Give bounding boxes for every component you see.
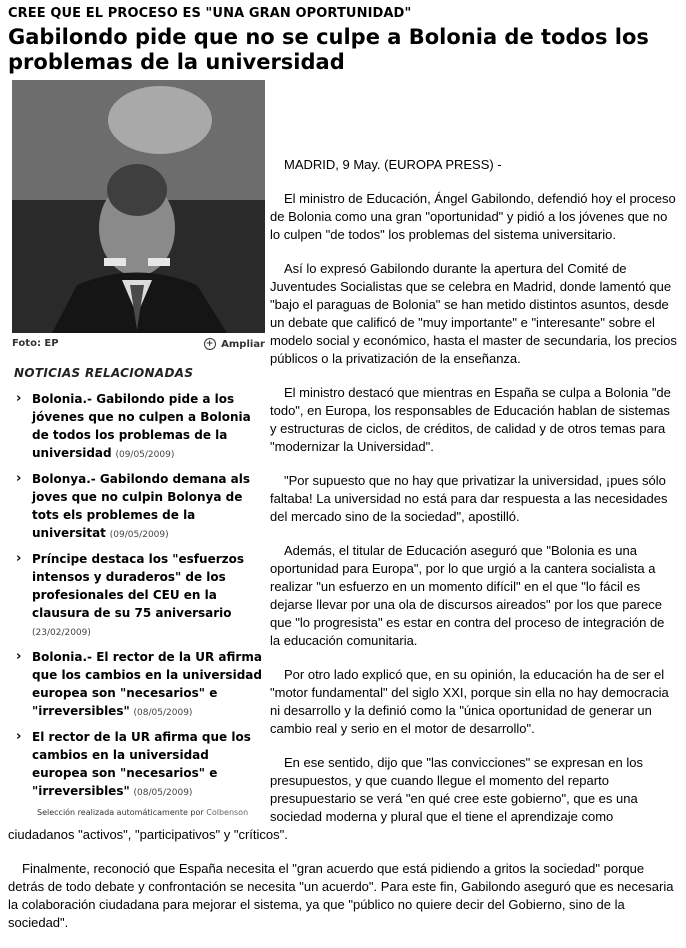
article-dateline: MADRID, 9 May. (EUROPA PRESS) - [284,157,502,172]
article-paragraph: El ministro destacó que mientras en España se culpa a Bolonia "de todo", en Europa, los responsables de Educación hablan de sistemas y estructuras de ciclos, de créditos, de calidad y de otros temas para "modernizar la Universidad". [270,385,671,454]
article-paragraph: Así lo expresó Gabilondo durante la apertura del Comité de Juventudes Socialistas que se celebra en Madrid, donde lamentó que "bajo el paraguas de Bolonia" se han metido distintos asuntos, desde un debate que calificó de "muy importante" e "interesante" sobre el modelo social y económico, hasta el master de secundaria, los precios públicos o la privatización de la enseñanza. [270,261,677,366]
article-headline: Gabilondo pide que no se culpe a Bolonia de todos los problemas de la universidad [8,25,649,74]
selection-note-text: Selección realizada automáticamente por [37,808,204,817]
related-date: (09/05/2009) [115,450,175,460]
photo-credit: Foto: EP [12,338,59,349]
article-body [8,156,678,948]
related-date: (09/05/2009) [109,530,169,540]
selection-brand[interactable]: Colbenson [206,808,249,817]
chevron-right-icon: › [16,551,22,566]
float-spacer [8,156,270,811]
chevron-right-icon: › [16,729,22,744]
related-link[interactable]: Príncipe destaca los "esfuerzos intensos y duraderos" de los profesionales del CEU en la clausura de su 75 aniversario [32,552,244,620]
related-link[interactable]: Bolonya.- Gabilondo demana als joves que no culpin Bolonya de tots els problemes de la universitat [32,472,250,540]
related-link[interactable]: El rector de la UR afirma que los cambios en la universidad europea son "necesarios" e "irreversibles" [32,730,251,798]
article-kicker: CREE QUE EL PROCESO ES "UNA GRAN OPORTUNIDAD" [8,6,412,21]
article-paragraph: Además, el titular de Educación aseguró que "Bolonia es una oportunidad para Europa", por lo que urgió a la cantera socialista a realizar "un esfuerzo en un momento difícil" en el que "lo fácil es dejarse llevar por una ola de discursos aireados" por los que parece que "lo progresista" es estar en contra del proceso de integración de la educación comunitaria. [270,543,665,648]
chevron-right-icon: › [16,649,22,664]
related-link[interactable]: Bolonia.- El rector de la UR afirma que los cambios en la universidad europea son "necesarios" e "irreversibles" [32,650,262,718]
article-paragraph: Finalmente, reconoció que España necesita el "gran acuerdo que está pidiendo a gritos la sociedad" porque detrás de todo debate y confrontación se necesita "un acuerdo". Para este fin, Gabilondo aseguró que es necesaria la colaboración ciudadana para mejorar el sistema, ya que "público no quiere decir del Gobierno, sino de la sociedad". [8,861,674,930]
article-paragraph: Por otro lado explicó que, en su opinión, la educación ha de ser el "motor fundamental" del siglo XXI, porque sin ella no hay democracia ni desarrollo y la definió como la "única oportunidad de generar un cambio real y serio en el motor de desarrollo". [270,667,669,736]
article-paragraph: El ministro de Educación, Ángel Gabilondo, defendió hoy el proceso de Bolonia como una gran "oportunidad" y pidió a los jóvenes que no lo culpen "de todos" los problemas del sistema universitario. [270,191,676,242]
related-date: (08/05/2009) [133,788,193,798]
zoom-plus-icon: + [204,338,216,350]
related-date: (23/02/2009) [32,628,91,638]
related-date: (08/05/2009) [133,708,193,718]
related-title: NOTICIAS RELACIONADAS [14,366,194,380]
related-link[interactable]: Bolonia.- Gabilondo pide a los jóvenes que no culpen a Bolonia de todos los problemas de la universidad [32,392,251,460]
chevron-right-icon: › [16,471,22,486]
zoom-label: Ampliar [221,339,265,350]
article-paragraph: En ese sentido, dijo que "las convicciones" se expresan en los presupuestos, y que cuando llegue el momento del reparto presupuestario se verá "en qué cree este gobierno", que es una sociedad moderna y plural que el tiene el aprendizaje como ciudadanos "activos", "participativos" y "críticos". [8,755,643,842]
chevron-right-icon: › [16,391,22,406]
article-paragraph: "Por supuesto que no hay que privatizar la universidad, ¡pues sólo faltaba! La universidad no está para dar respuesta a las necesidades del mercado sino de la sociedad", apostilló. [270,473,668,524]
